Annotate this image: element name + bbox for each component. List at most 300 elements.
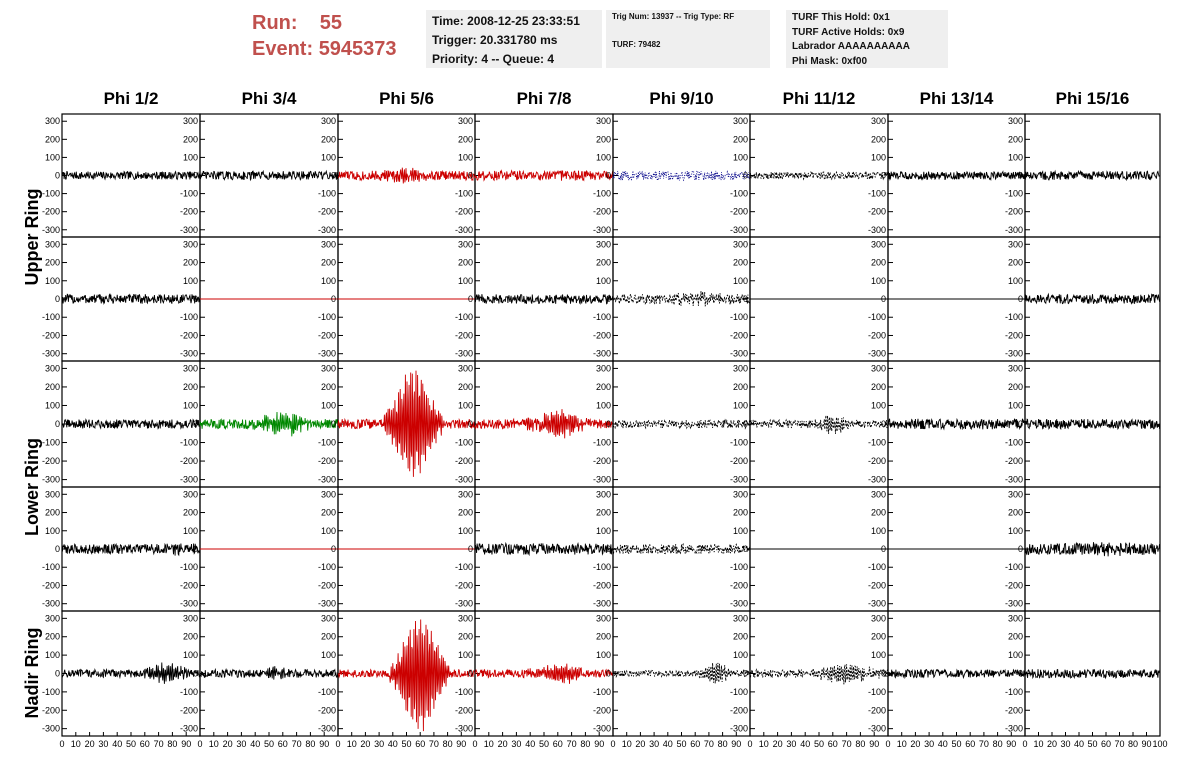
y-tick-label: 0 bbox=[1017, 170, 1023, 181]
panel bbox=[1005, 487, 1160, 611]
panel bbox=[1005, 361, 1160, 487]
y-tick-label: -100 bbox=[41, 562, 60, 573]
x-tick-label: 40 bbox=[662, 739, 673, 749]
ring-label: Lower Ring bbox=[22, 438, 42, 536]
y-tick-label: 300 bbox=[44, 239, 60, 250]
y-tick-label: 200 bbox=[1007, 134, 1023, 145]
x-tick-label: 90 bbox=[1141, 739, 1152, 749]
x-tick-label: 70 bbox=[841, 739, 852, 749]
waveform-series bbox=[475, 294, 613, 304]
y-tick-label: -100 bbox=[179, 312, 198, 323]
y-tick-label: 300 bbox=[1007, 239, 1023, 250]
y-tick-label: -300 bbox=[592, 474, 611, 485]
x-tick-label: 90 bbox=[319, 739, 330, 749]
y-tick-label: -200 bbox=[317, 456, 336, 467]
x-tick-label: 70 bbox=[428, 739, 439, 749]
y-tick-label: 0 bbox=[880, 170, 886, 181]
ring-label: Upper Ring bbox=[22, 188, 42, 286]
panel bbox=[1005, 611, 1160, 736]
x-tick-label: 90 bbox=[181, 739, 192, 749]
y-tick-label: -100 bbox=[317, 312, 336, 323]
x-tick-label: 70 bbox=[1114, 739, 1125, 749]
panel bbox=[868, 114, 1025, 237]
y-tick-label: 100 bbox=[182, 525, 198, 536]
y-tick-label: -300 bbox=[1004, 474, 1023, 485]
x-tick-label: 20 bbox=[222, 739, 233, 749]
y-tick-label: 300 bbox=[870, 363, 886, 374]
y-tick-label: -200 bbox=[1004, 580, 1023, 591]
y-tick-label: 300 bbox=[457, 613, 473, 624]
y-tick-label: -100 bbox=[454, 312, 473, 323]
y-tick-label: 100 bbox=[182, 400, 198, 411]
y-tick-label: -100 bbox=[1004, 312, 1023, 323]
y-tick-label: -300 bbox=[1004, 224, 1023, 235]
x-tick-label: 30 bbox=[786, 739, 797, 749]
y-tick-label: 100 bbox=[1007, 152, 1023, 163]
y-tick-label: -100 bbox=[592, 686, 611, 697]
y-tick-label: 200 bbox=[595, 257, 611, 268]
x-tick-label: 70 bbox=[566, 739, 577, 749]
y-tick-label: 200 bbox=[457, 507, 473, 518]
y-tick-label: 0 bbox=[192, 294, 198, 304]
y-tick-label: -300 bbox=[454, 598, 473, 609]
y-tick-label: 100 bbox=[182, 152, 198, 163]
x-tick-label: 0 bbox=[610, 739, 616, 749]
panel bbox=[318, 114, 475, 237]
y-tick-label: 0 bbox=[742, 170, 748, 181]
y-tick-label: -300 bbox=[454, 474, 473, 485]
x-tick-label: 30 bbox=[236, 739, 247, 749]
trig-num-line: Trig Num: 13937 -- Trig Type: RF bbox=[612, 12, 735, 21]
run-label: Run: bbox=[252, 12, 298, 34]
y-tick-label: -100 bbox=[867, 188, 886, 199]
y-tick-label: 0 bbox=[467, 419, 473, 429]
y-tick-label: 200 bbox=[182, 381, 198, 392]
y-tick-label: 0 bbox=[54, 419, 60, 429]
waveform-series bbox=[475, 664, 613, 684]
panel bbox=[42, 611, 200, 736]
y-tick-label: 200 bbox=[44, 381, 60, 392]
y-tick-label: 0 bbox=[330, 170, 336, 181]
turf-line: TURF: 79482 bbox=[612, 40, 661, 49]
y-tick-label: -300 bbox=[454, 224, 473, 235]
y-tick-label: -200 bbox=[454, 456, 473, 467]
y-tick-label: -200 bbox=[729, 206, 748, 217]
y-tick-label: -300 bbox=[41, 474, 60, 485]
y-tick-label: -300 bbox=[41, 723, 60, 734]
y-tick-label: 200 bbox=[732, 631, 748, 642]
y-tick-label: 100 bbox=[44, 275, 60, 286]
y-tick-label: 200 bbox=[457, 381, 473, 392]
y-tick-label: -100 bbox=[179, 686, 198, 697]
y-tick-label: 0 bbox=[192, 544, 198, 554]
x-tick-label: 30 bbox=[511, 739, 522, 749]
x-tick-label: 20 bbox=[635, 739, 646, 749]
x-tick-label: 60 bbox=[139, 739, 150, 749]
x-tick-label: 70 bbox=[291, 739, 302, 749]
panel bbox=[318, 487, 475, 611]
y-tick-label: -200 bbox=[1004, 705, 1023, 716]
y-tick-label: -300 bbox=[179, 474, 198, 485]
panel bbox=[593, 237, 750, 361]
y-tick-label: 100 bbox=[457, 152, 473, 163]
y-tick-label: -300 bbox=[729, 723, 748, 734]
x-tick-label: 40 bbox=[250, 739, 261, 749]
x-tick-label: 40 bbox=[112, 739, 123, 749]
y-tick-label: 0 bbox=[605, 668, 611, 679]
column-header: Phi 7/8 bbox=[516, 89, 572, 108]
x-tick-label: 0 bbox=[472, 739, 478, 749]
x-tick-label: 60 bbox=[277, 739, 288, 749]
panel bbox=[318, 611, 475, 736]
y-tick-label: 100 bbox=[320, 400, 336, 411]
waveform-series bbox=[613, 291, 750, 306]
y-tick-label: 0 bbox=[1017, 668, 1023, 679]
y-tick-label: 300 bbox=[732, 239, 748, 250]
y-tick-label: 100 bbox=[182, 275, 198, 286]
y-tick-label: -200 bbox=[41, 330, 60, 341]
y-tick-label: 300 bbox=[320, 613, 336, 624]
x-tick-label: 50 bbox=[538, 739, 550, 749]
y-tick-label: 300 bbox=[1007, 489, 1023, 500]
panel bbox=[318, 361, 475, 487]
x-tick-label: 20 bbox=[360, 739, 371, 749]
y-tick-label: 200 bbox=[44, 134, 60, 145]
waveform-series bbox=[613, 544, 750, 554]
x-tick-label: 10 bbox=[208, 739, 219, 749]
x-tick-label: 50 bbox=[401, 739, 412, 749]
panel bbox=[42, 361, 200, 487]
y-tick-label: 300 bbox=[870, 116, 886, 127]
y-tick-label: 0 bbox=[330, 544, 336, 554]
x-tick-label: 80 bbox=[717, 739, 728, 749]
x-tick-label: 0 bbox=[335, 739, 341, 749]
y-tick-label: 200 bbox=[1007, 257, 1023, 268]
y-tick-label: -300 bbox=[41, 348, 60, 359]
x-tick-label: 80 bbox=[580, 739, 591, 749]
waveform-series bbox=[1025, 171, 1160, 180]
waveform-series bbox=[613, 420, 750, 428]
x-tick-label: 30 bbox=[1060, 739, 1071, 749]
ring-label: Nadir Ring bbox=[22, 627, 42, 719]
panel bbox=[1005, 114, 1160, 237]
y-tick-label: -300 bbox=[179, 348, 198, 359]
y-tick-label: -200 bbox=[317, 206, 336, 217]
y-tick-label: 200 bbox=[182, 257, 198, 268]
y-tick-label: 200 bbox=[320, 134, 336, 145]
y-tick-label: 100 bbox=[320, 650, 336, 661]
column-header: Phi 9/10 bbox=[649, 89, 714, 108]
waveform-series bbox=[1025, 669, 1160, 678]
panel bbox=[455, 487, 613, 611]
y-tick-label: -200 bbox=[41, 705, 60, 716]
y-tick-label: 100 bbox=[595, 525, 611, 536]
panel bbox=[180, 487, 338, 611]
x-tick-label: 20 bbox=[1046, 739, 1058, 749]
x-tick-label: 30 bbox=[98, 739, 109, 749]
y-tick-label: -100 bbox=[41, 188, 60, 199]
x-tick-label: 80 bbox=[442, 739, 453, 749]
y-tick-label: 300 bbox=[457, 116, 473, 127]
y-tick-label: -100 bbox=[867, 437, 886, 448]
y-tick-label: 200 bbox=[595, 381, 611, 392]
y-tick-label: -300 bbox=[1004, 348, 1023, 359]
waveform-series bbox=[200, 171, 338, 180]
x-tick-label: 80 bbox=[855, 739, 866, 749]
x-tick-label: 90 bbox=[731, 739, 742, 749]
column-header: Phi 1/2 bbox=[103, 89, 159, 108]
y-tick-label: -300 bbox=[592, 723, 611, 734]
waveform-series bbox=[1025, 419, 1160, 429]
x-tick-label: 10 bbox=[346, 739, 357, 749]
y-tick-label: -200 bbox=[729, 580, 748, 591]
y-tick-label: 100 bbox=[870, 275, 886, 286]
y-tick-label: -200 bbox=[41, 580, 60, 591]
x-tick-label: 60 bbox=[415, 739, 426, 749]
x-tick-label: 10 bbox=[621, 739, 632, 749]
waveform-series bbox=[62, 172, 200, 180]
y-tick-label: 300 bbox=[320, 116, 336, 127]
y-tick-label: 0 bbox=[742, 294, 748, 304]
x-tick-label: 10 bbox=[483, 739, 494, 749]
waveform-series bbox=[475, 171, 613, 181]
y-tick-label: -300 bbox=[41, 598, 60, 609]
y-tick-label: -100 bbox=[179, 437, 198, 448]
y-tick-label: 0 bbox=[467, 544, 473, 554]
y-tick-label: 100 bbox=[732, 152, 748, 163]
y-tick-label: -300 bbox=[454, 723, 473, 734]
y-tick-label: -100 bbox=[179, 562, 198, 573]
y-tick-label: 200 bbox=[182, 507, 198, 518]
y-tick-label: -100 bbox=[867, 312, 886, 323]
x-tick-label: 0 bbox=[59, 739, 65, 749]
y-tick-label: -200 bbox=[41, 456, 60, 467]
y-tick-label: -300 bbox=[729, 348, 748, 359]
y-tick-label: -300 bbox=[1004, 598, 1023, 609]
y-tick-label: 100 bbox=[44, 152, 60, 163]
waveform-series bbox=[1025, 542, 1160, 556]
column-header: Phi 5/6 bbox=[379, 89, 434, 108]
y-tick-label: 0 bbox=[54, 544, 60, 554]
y-tick-label: -200 bbox=[867, 456, 886, 467]
x-tick-label: 80 bbox=[992, 739, 1003, 749]
y-tick-label: 100 bbox=[732, 400, 748, 411]
panel bbox=[730, 361, 888, 487]
y-tick-label: 300 bbox=[732, 116, 748, 127]
y-tick-label: -300 bbox=[317, 348, 336, 359]
x-tick-label: 40 bbox=[525, 739, 536, 749]
y-tick-label: 300 bbox=[44, 363, 60, 374]
labrador-line: Labrador AAAAAAAAAA bbox=[792, 41, 910, 52]
y-tick-label: -100 bbox=[729, 437, 748, 448]
y-tick-label: -300 bbox=[179, 224, 198, 235]
y-tick-label: 200 bbox=[44, 507, 60, 518]
y-tick-label: -200 bbox=[317, 330, 336, 341]
waveform-series bbox=[200, 666, 338, 679]
y-tick-label: 300 bbox=[732, 363, 748, 374]
waveform-series bbox=[750, 664, 888, 684]
x-tick-label: 70 bbox=[978, 739, 989, 749]
x-tick-label: 50 bbox=[1087, 739, 1098, 749]
y-tick-label: 0 bbox=[192, 170, 198, 181]
y-tick-label: -100 bbox=[592, 562, 611, 573]
y-tick-label: 100 bbox=[595, 152, 611, 163]
waveform-series bbox=[475, 543, 613, 554]
y-tick-label: 300 bbox=[870, 239, 886, 250]
y-tick-label: 100 bbox=[182, 650, 198, 661]
y-tick-label: -200 bbox=[1004, 206, 1023, 217]
y-tick-label: 300 bbox=[320, 489, 336, 500]
y-tick-label: -100 bbox=[729, 562, 748, 573]
y-tick-label: 200 bbox=[320, 631, 336, 642]
waveform-series bbox=[750, 172, 888, 179]
waveform-series bbox=[475, 409, 613, 438]
y-tick-label: 300 bbox=[595, 116, 611, 127]
y-tick-label: -100 bbox=[592, 312, 611, 323]
x-tick-label: 40 bbox=[800, 739, 811, 749]
run-value: 55 bbox=[319, 12, 343, 34]
y-tick-label: 300 bbox=[44, 613, 60, 624]
y-tick-label: 100 bbox=[457, 525, 473, 536]
y-tick-label: 300 bbox=[595, 489, 611, 500]
x-tick-label: 80 bbox=[167, 739, 178, 749]
y-tick-label: 300 bbox=[1007, 116, 1023, 127]
y-tick-label: -300 bbox=[592, 348, 611, 359]
panel bbox=[455, 611, 613, 736]
column-header: Phi 15/16 bbox=[1055, 89, 1130, 108]
y-tick-label: 200 bbox=[732, 257, 748, 268]
y-tick-label: 200 bbox=[595, 134, 611, 145]
x-tick-label: 60 bbox=[552, 739, 563, 749]
panel bbox=[1005, 237, 1160, 361]
y-tick-label: -100 bbox=[867, 562, 886, 573]
y-tick-label: -200 bbox=[179, 580, 198, 591]
waveform-series bbox=[62, 663, 200, 684]
y-tick-label: -300 bbox=[867, 598, 886, 609]
y-tick-label: -100 bbox=[41, 686, 60, 697]
panel bbox=[180, 611, 338, 736]
y-tick-label: 200 bbox=[1007, 631, 1023, 642]
y-tick-label: -200 bbox=[41, 206, 60, 217]
y-tick-label: 100 bbox=[732, 525, 748, 536]
x-tick-label: 60 bbox=[1100, 739, 1112, 749]
y-tick-label: -100 bbox=[41, 437, 60, 448]
y-tick-label: 0 bbox=[467, 668, 473, 679]
y-tick-label: -300 bbox=[867, 224, 886, 235]
y-tick-label: -300 bbox=[592, 224, 611, 235]
y-tick-label: 0 bbox=[605, 170, 611, 181]
x-tick-label: 60 bbox=[965, 739, 976, 749]
y-tick-label: 100 bbox=[595, 275, 611, 286]
y-tick-label: -200 bbox=[179, 330, 198, 341]
y-tick-label: -100 bbox=[729, 686, 748, 697]
panel bbox=[593, 114, 750, 237]
y-tick-label: 200 bbox=[870, 134, 886, 145]
y-tick-label: -100 bbox=[729, 188, 748, 199]
x-tick-label: 70 bbox=[703, 739, 714, 749]
panel bbox=[868, 487, 1025, 611]
event-value: 5945373 bbox=[318, 38, 397, 60]
y-tick-label: -200 bbox=[592, 330, 611, 341]
panel bbox=[455, 361, 613, 487]
panel bbox=[593, 611, 750, 736]
y-tick-label: -100 bbox=[179, 188, 198, 199]
y-tick-label: -200 bbox=[454, 330, 473, 341]
x-tick-label: 60 bbox=[690, 739, 701, 749]
y-tick-label: -200 bbox=[592, 580, 611, 591]
y-tick-label: 100 bbox=[870, 400, 886, 411]
x-tick-label: 40 bbox=[387, 739, 398, 749]
x-tick-label: 90 bbox=[869, 739, 880, 749]
y-tick-label: -300 bbox=[317, 723, 336, 734]
x-tick-label: 50 bbox=[813, 739, 825, 749]
trigger-line: Trigger: 20.331780 ms bbox=[432, 33, 558, 47]
y-tick-label: -300 bbox=[1004, 723, 1023, 734]
y-tick-label: -100 bbox=[317, 188, 336, 199]
x-tick-label: 20 bbox=[772, 739, 783, 749]
y-tick-label: 200 bbox=[870, 257, 886, 268]
y-tick-label: 300 bbox=[182, 363, 198, 374]
y-tick-label: 100 bbox=[1007, 275, 1023, 286]
y-tick-label: -100 bbox=[41, 312, 60, 323]
panel bbox=[868, 611, 1025, 736]
y-tick-label: 0 bbox=[742, 668, 748, 679]
y-tick-label: -200 bbox=[1004, 456, 1023, 467]
y-tick-label: 200 bbox=[182, 134, 198, 145]
y-tick-label: -200 bbox=[729, 456, 748, 467]
y-tick-label: -100 bbox=[1004, 562, 1023, 573]
y-tick-label: -300 bbox=[179, 723, 198, 734]
y-tick-label: -100 bbox=[592, 188, 611, 199]
y-tick-label: 200 bbox=[457, 257, 473, 268]
y-tick-label: -200 bbox=[179, 456, 198, 467]
y-tick-label: 200 bbox=[320, 381, 336, 392]
y-tick-label: 100 bbox=[44, 525, 60, 536]
waveform-series bbox=[613, 171, 750, 180]
y-tick-label: -300 bbox=[317, 224, 336, 235]
y-tick-label: -100 bbox=[729, 312, 748, 323]
y-tick-label: 0 bbox=[1017, 544, 1023, 554]
x-tick-label: 0 bbox=[885, 739, 891, 749]
y-tick-label: 300 bbox=[870, 489, 886, 500]
y-tick-label: -100 bbox=[317, 686, 336, 697]
waveform-series bbox=[62, 544, 200, 556]
y-tick-label: 100 bbox=[870, 650, 886, 661]
y-tick-label: -100 bbox=[867, 686, 886, 697]
y-tick-label: 0 bbox=[467, 170, 473, 181]
x-tick-label: 80 bbox=[305, 739, 316, 749]
y-tick-label: -100 bbox=[1004, 188, 1023, 199]
x-tick-label: 50 bbox=[676, 739, 687, 749]
y-tick-label: 0 bbox=[330, 668, 336, 679]
y-tick-label: 300 bbox=[320, 239, 336, 250]
y-tick-label: 300 bbox=[870, 613, 886, 624]
y-tick-label: 100 bbox=[1007, 525, 1023, 536]
waveform-series bbox=[200, 412, 338, 436]
y-tick-label: 300 bbox=[44, 116, 60, 127]
waveform-series bbox=[750, 415, 888, 433]
x-tick-label: 40 bbox=[1073, 739, 1085, 749]
waveform-series bbox=[613, 663, 750, 683]
turf-hold-line: TURF This Hold: 0x1 bbox=[792, 12, 890, 23]
x-tick-label: 40 bbox=[937, 739, 948, 749]
y-tick-label: 0 bbox=[330, 419, 336, 429]
y-tick-label: -100 bbox=[1004, 686, 1023, 697]
waveform-series bbox=[888, 670, 1025, 678]
y-tick-label: -200 bbox=[317, 705, 336, 716]
x-tick-label: 80 bbox=[1127, 739, 1139, 749]
y-tick-label: -200 bbox=[592, 206, 611, 217]
